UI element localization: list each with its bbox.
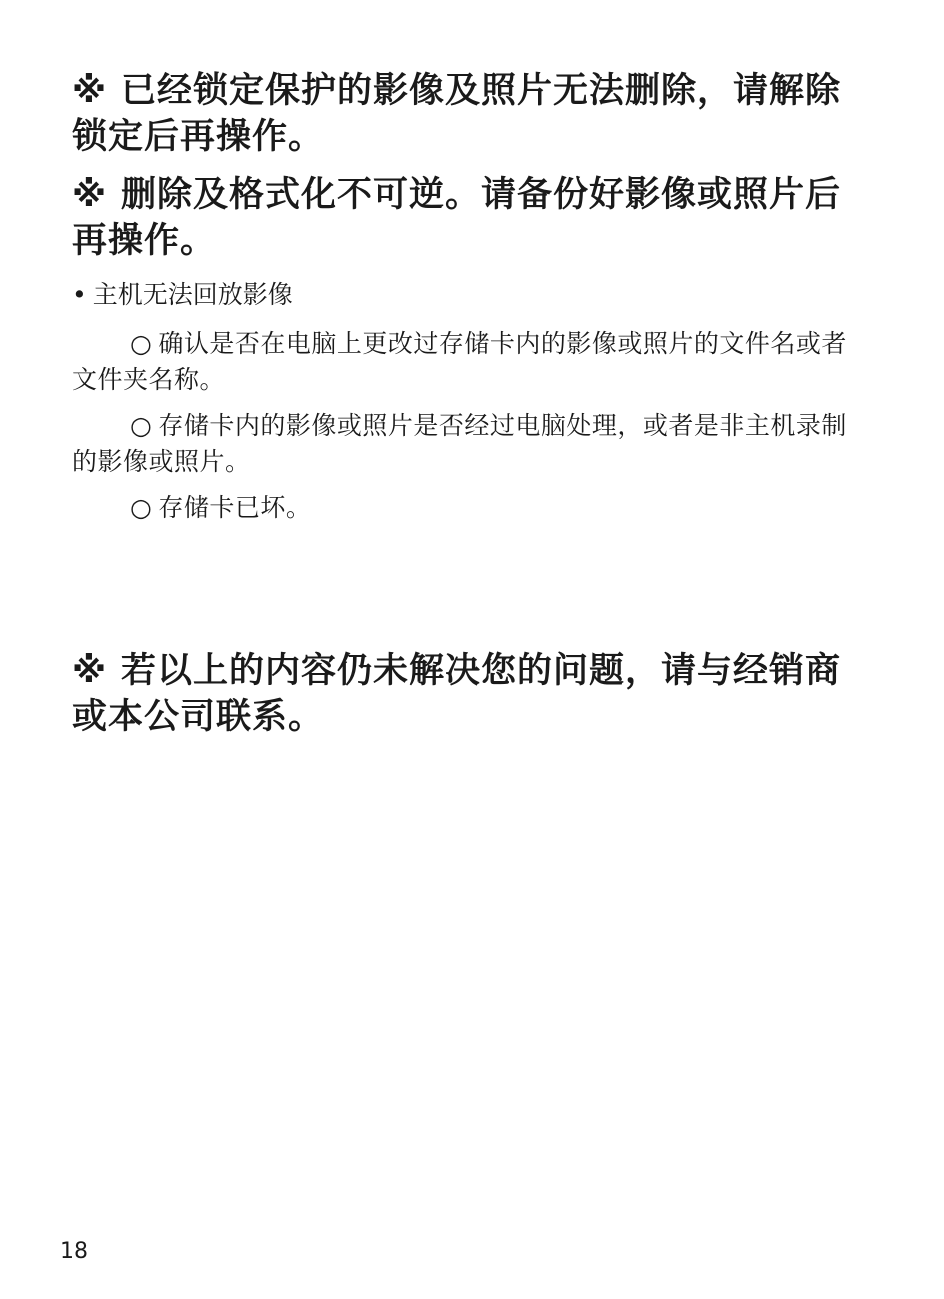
note-contact-dealer [72, 648, 872, 740]
sub-item-text: 确认是否在电脑上更改过存储卡内的影像或照片的文件名或者文件夹名称。 [72, 329, 847, 394]
reference-mark-icon: ※ [72, 651, 108, 691]
sub-item [72, 326, 862, 398]
sub-item [72, 408, 862, 480]
circle-bullet-icon: ○ [130, 493, 153, 522]
circle-bullet-icon: ○ [130, 411, 153, 440]
reference-mark-icon: ※ [72, 175, 108, 215]
page-number: 18 [60, 1239, 88, 1264]
note-text: 删除及格式化不可逆。请备份好影像或照片后再操作。 [72, 175, 842, 261]
note-locked-files [72, 68, 872, 160]
bullet-dot-icon: • [72, 280, 87, 309]
note-text: 若以上的内容仍未解决您的问题，请与经销商或本公司联系。 [72, 651, 842, 737]
sub-item [72, 490, 862, 526]
note-text: 已经锁定保护的影像及照片无法删除，请解除锁定后再操作。 [72, 71, 842, 157]
sub-item-text: 存储卡内的影像或照片是否经过电脑处理，或者是非主机录制的影像或照片。 [72, 411, 847, 476]
note-irreversible-delete [72, 172, 872, 264]
circle-bullet-icon: ○ [130, 329, 153, 358]
bullet-heading [72, 278, 293, 312]
bullet-heading-text: 主机无法回放影像 [92, 280, 293, 309]
sub-item-text: 存储卡已坏。 [158, 493, 312, 522]
reference-mark-icon: ※ [72, 71, 108, 111]
